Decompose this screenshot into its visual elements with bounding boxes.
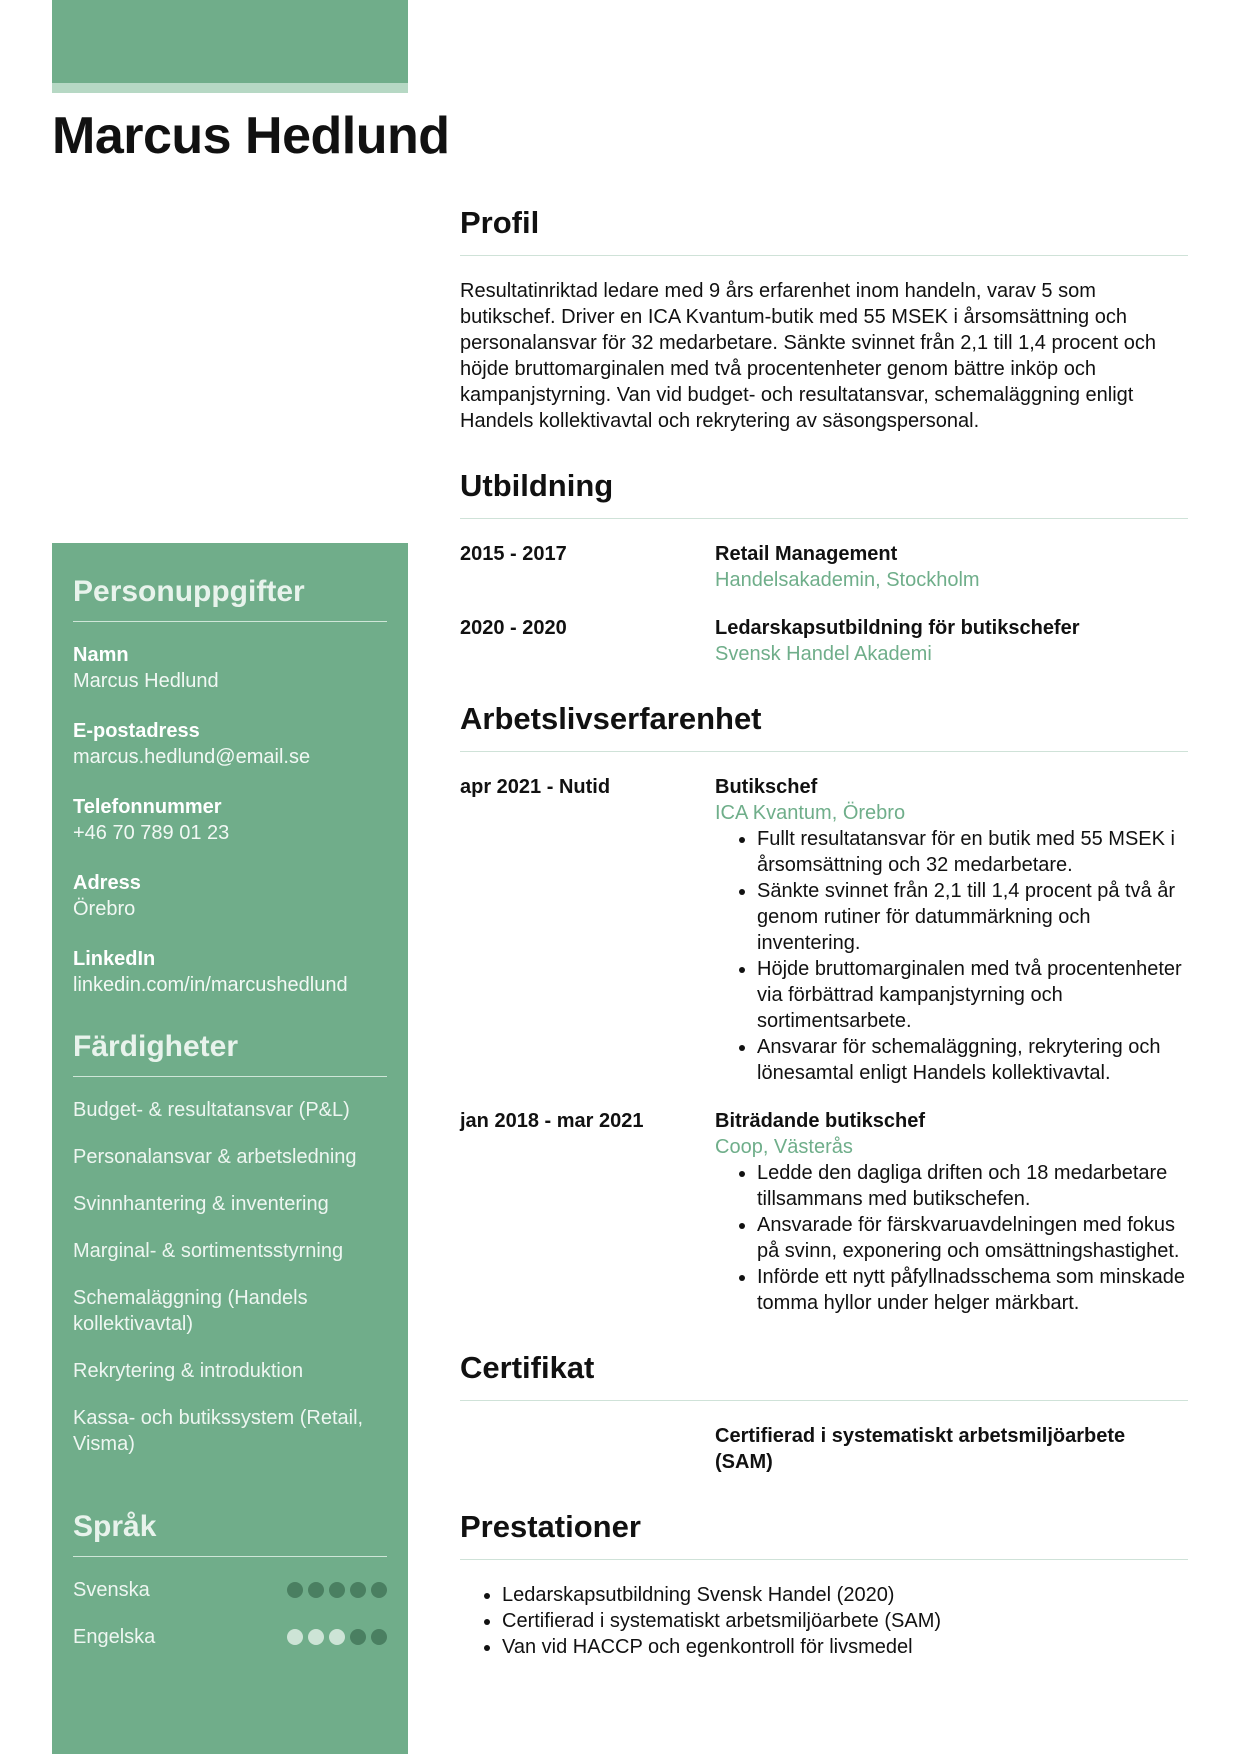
- profile-text: Resultatinriktad ledare med 9 års erfarenhet inom handeln, varav 5 som butikschef. Driver en ICA Kvantum-butik med 55 MSEK i årsomsättning och personalansvar för 32 medarbetare. Sänkte svinnet från 2,1 till 1,4 procent och höjde bruttomarginalen med två procentenheter genom bättre inköp och kampanjstyrning. Van vid budget- och resultatansvar, schemaläggning enligt Handels kollektivavtal och rekrytering av säsongspersonal.: [460, 280, 1156, 432]
- entry-date: apr 2021 - Nutid: [460, 776, 611, 798]
- education-section: [460, 468, 1188, 667]
- header-accent-strip: [52, 83, 408, 93]
- entry-bullets: [757, 826, 1188, 1086]
- entry-title: Butikschef: [715, 776, 818, 798]
- certificate-entries: [460, 1423, 1188, 1475]
- languages-title: Språk: [73, 1510, 387, 1557]
- field-label: Namn: [73, 644, 129, 666]
- achievement-item: • Ledarskapsutbildning Svensk Handel (2020): [502, 1582, 1188, 1608]
- education-entries: [460, 541, 1188, 667]
- entry-row: [460, 1423, 1188, 1475]
- sidebar: [52, 543, 408, 1754]
- entry-organization: Coop, Västerås: [715, 1136, 853, 1158]
- entry-bullet: • Ansvarade för färskvaruavdelningen med fokus på svinn, exponering och omsättningshastighet.: [757, 1212, 1188, 1264]
- entry-date: jan 2018 - mar 2021: [460, 1110, 644, 1132]
- personal-field: [73, 718, 387, 770]
- experience-section: [460, 701, 1188, 1316]
- level-dot-filled: [350, 1582, 366, 1598]
- entry-body: [715, 541, 1188, 593]
- experience-entries: [460, 774, 1188, 1316]
- personal-info-fields: [73, 642, 387, 998]
- level-dot-filled: [371, 1629, 387, 1645]
- certificates-title: Certifikat: [460, 1350, 1188, 1401]
- field-label: Telefonnummer: [73, 796, 222, 818]
- entry-date: 2015 - 2017: [460, 543, 567, 565]
- entry-row: [460, 1108, 1188, 1316]
- education-title: Utbildning: [460, 468, 1188, 519]
- field-label: Adress: [73, 872, 141, 894]
- skill-item: Marginal- & sortimentsstyrning: [73, 1240, 344, 1262]
- entry-body: [715, 615, 1188, 667]
- achievements-section: [460, 1509, 1188, 1660]
- profile-title: Profil: [460, 205, 1188, 256]
- achievement-item: • Van vid HACCP och egenkontroll för livsmedel: [502, 1634, 1188, 1660]
- skills-title: Färdigheter: [73, 1030, 387, 1077]
- main-content: [460, 205, 1188, 1694]
- header-accent-block: [52, 0, 408, 83]
- entry-bullet: • Sänkte svinnet från 2,1 till 1,4 procent på två år genom rutiner för datummärkning och inventering.: [757, 878, 1188, 956]
- entry-bullet: • Ledde den dagliga driften och 18 medarbetare tillsammans med butikschefen.: [757, 1160, 1188, 1212]
- entry-bullets: [757, 1160, 1188, 1316]
- experience-title: Arbetslivserfarenhet: [460, 701, 1188, 752]
- language-item: [73, 1624, 387, 1650]
- skill-item: Personalansvar & arbetsledning: [73, 1146, 357, 1168]
- entry-bullet: • Fullt resultatansvar för en butik med 55 MSEK i årsomsättning och 32 medarbetare.: [757, 826, 1188, 878]
- personal-field: [73, 642, 387, 694]
- entry-title: Ledarskapsutbildning för butikschefer: [715, 617, 1080, 639]
- skill-item: Schemaläggning (Handels kollektivavtal): [73, 1287, 308, 1335]
- entry-title: Biträdande butikschef: [715, 1110, 926, 1132]
- level-dot-empty: [329, 1629, 345, 1645]
- entry-organization: ICA Kvantum, Örebro: [715, 802, 906, 824]
- entry-bullet: • Ansvarar för schemaläggning, rekrytering och lönesamtal enligt Handels kollektivavtal.: [757, 1034, 1188, 1086]
- profile-section: [460, 205, 1188, 434]
- entry-bullet: • Höjde bruttomarginalen med två procentenheter via förbättrad kampanjstyrning och sortimentsarbete.: [757, 956, 1188, 1034]
- entry-organization: Handelsakademin, Stockholm: [715, 569, 980, 591]
- language-level-dots: [287, 1582, 387, 1598]
- field-label: LinkedIn: [73, 948, 156, 970]
- field-label: E-postadress: [73, 720, 200, 742]
- skill-item: Svinnhantering & inventering: [73, 1193, 329, 1215]
- languages-section: [73, 1478, 387, 1650]
- field-value: Örebro: [73, 898, 136, 920]
- skills-section: [73, 998, 387, 1457]
- candidate-name: Marcus Hedlund: [52, 107, 450, 165]
- field-value: linkedin.com/in/marcushedlund: [73, 974, 348, 996]
- entry-organization: Svensk Handel Akademi: [715, 643, 932, 665]
- achievements-title: Prestationer: [460, 1509, 1188, 1560]
- skill-item: Kassa- och butikssystem (Retail, Visma): [73, 1407, 364, 1455]
- level-dot-empty: [287, 1629, 303, 1645]
- entry-row: [460, 774, 1188, 1086]
- personal-field: [73, 870, 387, 922]
- entry-row: [460, 615, 1188, 667]
- entry-body: [715, 1423, 1188, 1475]
- achievement-item: • Certifierad i systematiskt arbetsmiljöarbete (SAM): [502, 1608, 1188, 1634]
- skill-item: Budget- & resultatansvar (P&L): [73, 1099, 350, 1121]
- personal-field: [73, 794, 387, 846]
- field-value: marcus.hedlund@email.se: [73, 746, 311, 768]
- entry-date: 2020 - 2020: [460, 617, 567, 639]
- languages-list: [73, 1577, 387, 1650]
- entry-title: Certifierad i systematiskt arbetsmiljöarbete (SAM): [715, 1425, 1126, 1473]
- achievements-list: [502, 1582, 1188, 1660]
- level-dot-filled: [308, 1582, 324, 1598]
- personal-info-title: Personuppgifter: [73, 575, 387, 622]
- language-name: Engelska: [73, 1626, 156, 1648]
- entry-bullet: • Införde ett nytt påfyllnadsschema som minskade tomma hyllor under helger märkbart.: [757, 1264, 1188, 1316]
- level-dot-filled: [329, 1582, 345, 1598]
- level-dot-filled: [371, 1582, 387, 1598]
- skills-list: [73, 1097, 387, 1457]
- language-item: [73, 1577, 387, 1603]
- entry-body: [715, 1108, 1188, 1316]
- personal-field: [73, 946, 387, 998]
- skill-item: Rekrytering & introduktion: [73, 1360, 304, 1382]
- level-dot-filled: [287, 1582, 303, 1598]
- language-level-dots: [287, 1629, 387, 1645]
- certificates-section: [460, 1350, 1188, 1475]
- personal-info-section: [73, 543, 387, 998]
- entry-body: [715, 774, 1188, 1086]
- entry-title: Retail Management: [715, 543, 898, 565]
- entry-date: [460, 1423, 715, 1475]
- language-name: Svenska: [73, 1579, 150, 1601]
- field-value: Marcus Hedlund: [73, 670, 219, 692]
- field-value: +46 70 789 01 23: [73, 822, 230, 844]
- level-dot-empty: [308, 1629, 324, 1645]
- level-dot-filled: [350, 1629, 366, 1645]
- entry-row: [460, 541, 1188, 593]
